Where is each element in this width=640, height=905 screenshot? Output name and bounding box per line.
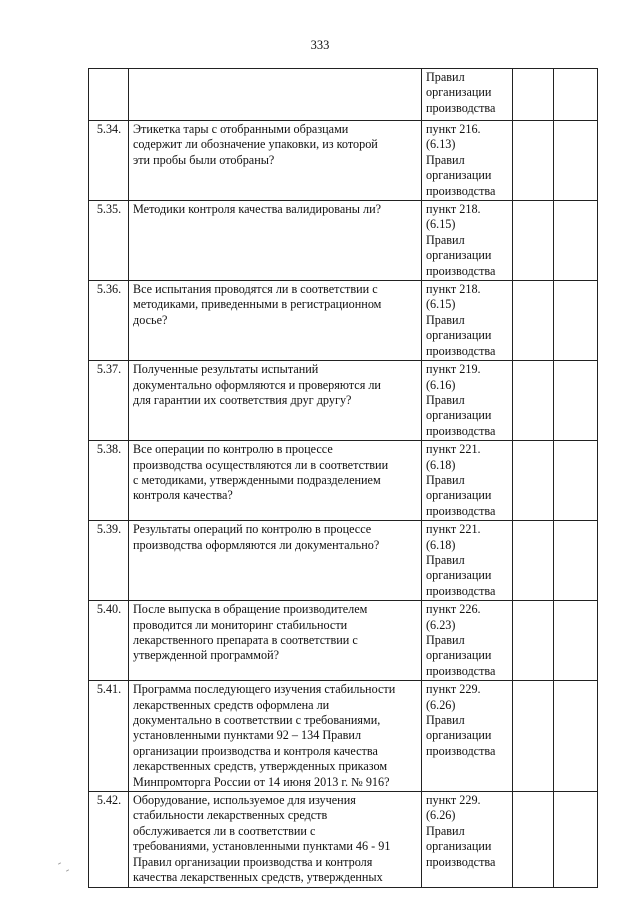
item-number-cell (89, 69, 129, 121)
reference-cell: пункт 229. (6.26) Правил организации производства (422, 792, 513, 887)
item-number-cell: 5.39. (89, 521, 129, 601)
answer-cell-2 (554, 201, 598, 281)
answer-cell-1 (513, 681, 554, 792)
reference-cell: пункт 226. (6.23) Правил организации производства (422, 601, 513, 681)
item-number-cell: 5.35. (89, 201, 129, 281)
answer-cell-2 (554, 441, 598, 521)
answer-cell-1 (513, 201, 554, 281)
table-row (89, 681, 598, 792)
item-number-cell: 5.41. (89, 681, 129, 792)
question-cell: Методики контроля качества валидированы ли? (129, 201, 422, 281)
answer-cell-1 (513, 441, 554, 521)
item-number-cell: 5.40. (89, 601, 129, 681)
reference-cell: пункт 221. (6.18) Правил организации производства (422, 441, 513, 521)
answer-cell-1 (513, 281, 554, 361)
scan-mark (66, 869, 69, 871)
question-cell: Все операции по контролю в процессе производства осуществляются ли в соответствии с методиками, утвержденными подразделением контроля качества? (129, 441, 422, 521)
reference-cell: пункт 218. (6.15) Правил организации производства (422, 281, 513, 361)
answer-cell-1 (513, 361, 554, 441)
table-row (89, 792, 598, 887)
table-row (89, 441, 598, 521)
question-cell (129, 69, 422, 121)
item-number-cell: 5.37. (89, 361, 129, 441)
answer-cell-1 (513, 121, 554, 201)
answer-cell-1 (513, 69, 554, 121)
answer-cell-2 (554, 601, 598, 681)
reference-cell: пункт 221. (6.18) Правил организации производства (422, 521, 513, 601)
reference-cell: пункт 216. (6.13) Правил организации производства (422, 121, 513, 201)
answer-cell-1 (513, 601, 554, 681)
question-cell: Все испытания проводятся ли в соответствии с методиками, приведенными в регистрационном досье? (129, 281, 422, 361)
question-cell: Программа последующего изучения стабильности лекарственных средств оформлена ли документально в соответствии с требованиями, установленными пунктами 92 – 134 Правил организации производства и контроля качества лекарственных средств, утвержденных приказом Минпромторга России от 14 июня 2013 г. № 916? (129, 681, 422, 792)
table-row (89, 521, 598, 601)
item-number-cell: 5.42. (89, 792, 129, 887)
table-row (89, 601, 598, 681)
item-number-cell: 5.36. (89, 281, 129, 361)
answer-cell-2 (554, 121, 598, 201)
question-cell: После выпуска в обращение производителем проводится ли мониторинг стабильности лекарственного препарата в соответствии с утвержденной программой? (129, 601, 422, 681)
answer-cell-2 (554, 792, 598, 887)
table-row (89, 361, 598, 441)
table-row (89, 121, 598, 201)
answer-cell-1 (513, 792, 554, 887)
checklist-table (88, 68, 598, 888)
question-cell: Этикетка тары с отобранными образцами содержит ли обозначение упаковки, из которой эти пробы были отобраны? (129, 121, 422, 201)
answer-cell-2 (554, 521, 598, 601)
answer-cell-2 (554, 361, 598, 441)
table-row (89, 201, 598, 281)
scan-mark (58, 862, 61, 864)
reference-cell: пункт 229. (6.26) Правил организации производства (422, 681, 513, 792)
reference-cell: пункт 218. (6.15) Правил организации производства (422, 201, 513, 281)
item-number-cell: 5.38. (89, 441, 129, 521)
table-row (89, 69, 598, 121)
answer-cell-1 (513, 521, 554, 601)
question-cell: Оборудование, используемое для изучения стабильности лекарственных средств обслуживается ли в соответствии с требованиями, установленными пунктами 46 - 91 Правил организации производства и контроля качества лекарственных средств, утвержденных (129, 792, 422, 887)
answer-cell-2 (554, 681, 598, 792)
answer-cell-2 (554, 281, 598, 361)
table-row (89, 281, 598, 361)
question-cell: Полученные результаты испытаний документально оформляются и проверяются ли для гарантии их соответствия друг другу? (129, 361, 422, 441)
item-number-cell: 5.34. (89, 121, 129, 201)
question-cell: Результаты операций по контролю в процессе производства оформляются ли документально? (129, 521, 422, 601)
reference-cell: Правил организации производства (422, 69, 513, 121)
reference-cell: пункт 219. (6.16) Правил организации производства (422, 361, 513, 441)
answer-cell-2 (554, 69, 598, 121)
page-number: 333 (310, 38, 330, 52)
